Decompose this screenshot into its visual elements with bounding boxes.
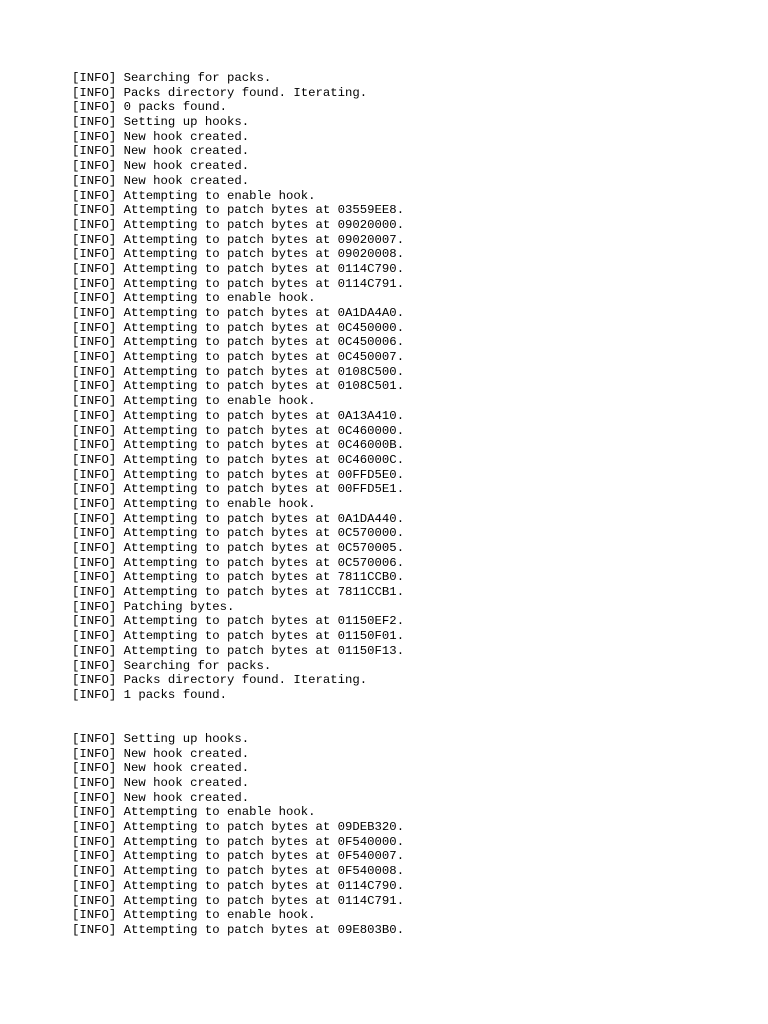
log-line: [INFO] Attempting to enable hook.	[72, 805, 316, 820]
log-line: [INFO] Attempting to patch bytes at 0F540008.	[72, 864, 405, 879]
log-line: [INFO] Attempting to patch bytes at 0C450007.	[72, 350, 405, 365]
log-line: [INFO] New hook created.	[72, 129, 250, 144]
log-line: [INFO] Attempting to enable hook.	[72, 496, 316, 511]
log-line: [INFO] Setting up hooks.	[72, 731, 250, 746]
log-line: [INFO] Packs directory found. Iterating.	[72, 85, 368, 100]
log-line: [INFO] New hook created.	[72, 776, 250, 791]
log-line: [INFO] Patching bytes.	[72, 599, 235, 614]
log-line: [INFO] Attempting to patch bytes at 09020007.	[72, 232, 405, 247]
log-line: [INFO] Attempting to patch bytes at 0114C791.	[72, 893, 405, 908]
log-document	[72, 71, 752, 938]
log-line: [INFO] New hook created.	[72, 790, 250, 805]
log-line: [INFO] 1 packs found.	[72, 687, 227, 702]
log-line: [INFO] Attempting to patch bytes at 09020008.	[72, 247, 405, 262]
log-line: [INFO] New hook created.	[72, 761, 250, 776]
log-line: [INFO] Attempting to patch bytes at 0114C791.	[72, 276, 405, 291]
log-line: [INFO] Attempting to patch bytes at 0C46000C.	[72, 452, 405, 467]
log-block	[72, 732, 752, 938]
log-line: [INFO] Attempting to patch bytes at 0A1DA4A0.	[72, 306, 405, 320]
log-line: [INFO] Attempting to patch bytes at 01150F13.	[72, 643, 405, 658]
log-line: [INFO] Attempting to patch bytes at 01150EF2.	[72, 614, 405, 629]
log-line: [INFO] Attempting to patch bytes at 0108C501.	[72, 379, 405, 394]
log-line: [INFO] Attempting to patch bytes at 0114C790.	[72, 878, 405, 893]
log-line: [INFO] New hook created.	[72, 144, 250, 159]
log-line: [INFO] 0 packs found.	[72, 100, 227, 115]
log-line: [INFO] Attempting to patch bytes at 0C460000.	[72, 423, 405, 438]
log-line: [INFO] Attempting to enable hook.	[72, 394, 316, 409]
log-line: [INFO] Attempting to patch bytes at 0A13A410.	[72, 408, 405, 423]
log-line: [INFO] New hook created.	[72, 159, 250, 174]
log-line: [INFO] Attempting to patch bytes at 03559EE8.	[72, 203, 405, 218]
log-line: [INFO] Searching for packs.	[72, 658, 272, 673]
log-line: [INFO] Attempting to patch bytes at 0114C790.	[72, 261, 405, 276]
log-line: [INFO] Attempting to patch bytes at 7811CCB1.	[72, 585, 405, 600]
log-line: [INFO] Attempting to enable hook.	[72, 908, 316, 923]
log-block	[72, 71, 752, 703]
log-line: [INFO] Attempting to patch bytes at 09020000.	[72, 217, 405, 232]
log-line: [INFO] Attempting to patch bytes at 01150F01.	[72, 629, 405, 644]
log-line: [INFO] Attempting to patch bytes at 0C570000.	[72, 526, 405, 541]
log-line: [INFO] Packs directory found. Iterating.	[72, 673, 368, 688]
log-line: [INFO] Attempting to enable hook.	[72, 188, 316, 203]
log-line: [INFO] Attempting to patch bytes at 0F540000.	[72, 834, 405, 849]
log-line: [INFO] Attempting to patch bytes at 00FFD5E1.	[72, 482, 405, 497]
log-line: [INFO] Attempting to patch bytes at 7811CCB0.	[72, 570, 405, 585]
log-line: [INFO] Attempting to patch bytes at 09E803B0.	[72, 922, 405, 937]
log-line: [INFO] Setting up hooks.	[72, 115, 250, 130]
log-line: [INFO] Attempting to patch bytes at 0C570005.	[72, 541, 405, 555]
log-line: [INFO] Attempting to patch bytes at 0C450006.	[72, 335, 405, 350]
log-line: [INFO] Attempting to patch bytes at 0A1DA440.	[72, 511, 405, 526]
log-line: [INFO] Searching for packs.	[72, 71, 272, 85]
log-line: [INFO] Attempting to patch bytes at 0C570006.	[72, 555, 405, 570]
log-line: [INFO] Attempting to patch bytes at 0F540007.	[72, 849, 405, 864]
log-line: [INFO] Attempting to patch bytes at 00FFD5E0.	[72, 467, 405, 482]
log-line: [INFO] Attempting to patch bytes at 0C450000.	[72, 320, 405, 335]
log-line: [INFO] New hook created.	[72, 173, 250, 188]
log-line: [INFO] Attempting to patch bytes at 09DEB320.	[72, 820, 405, 835]
log-line: [INFO] Attempting to patch bytes at 0108C500.	[72, 364, 405, 379]
log-line: [INFO] Attempting to enable hook.	[72, 291, 316, 306]
log-line: [INFO] Attempting to patch bytes at 0C46000B.	[72, 438, 405, 453]
log-line: [INFO] New hook created.	[72, 746, 250, 761]
